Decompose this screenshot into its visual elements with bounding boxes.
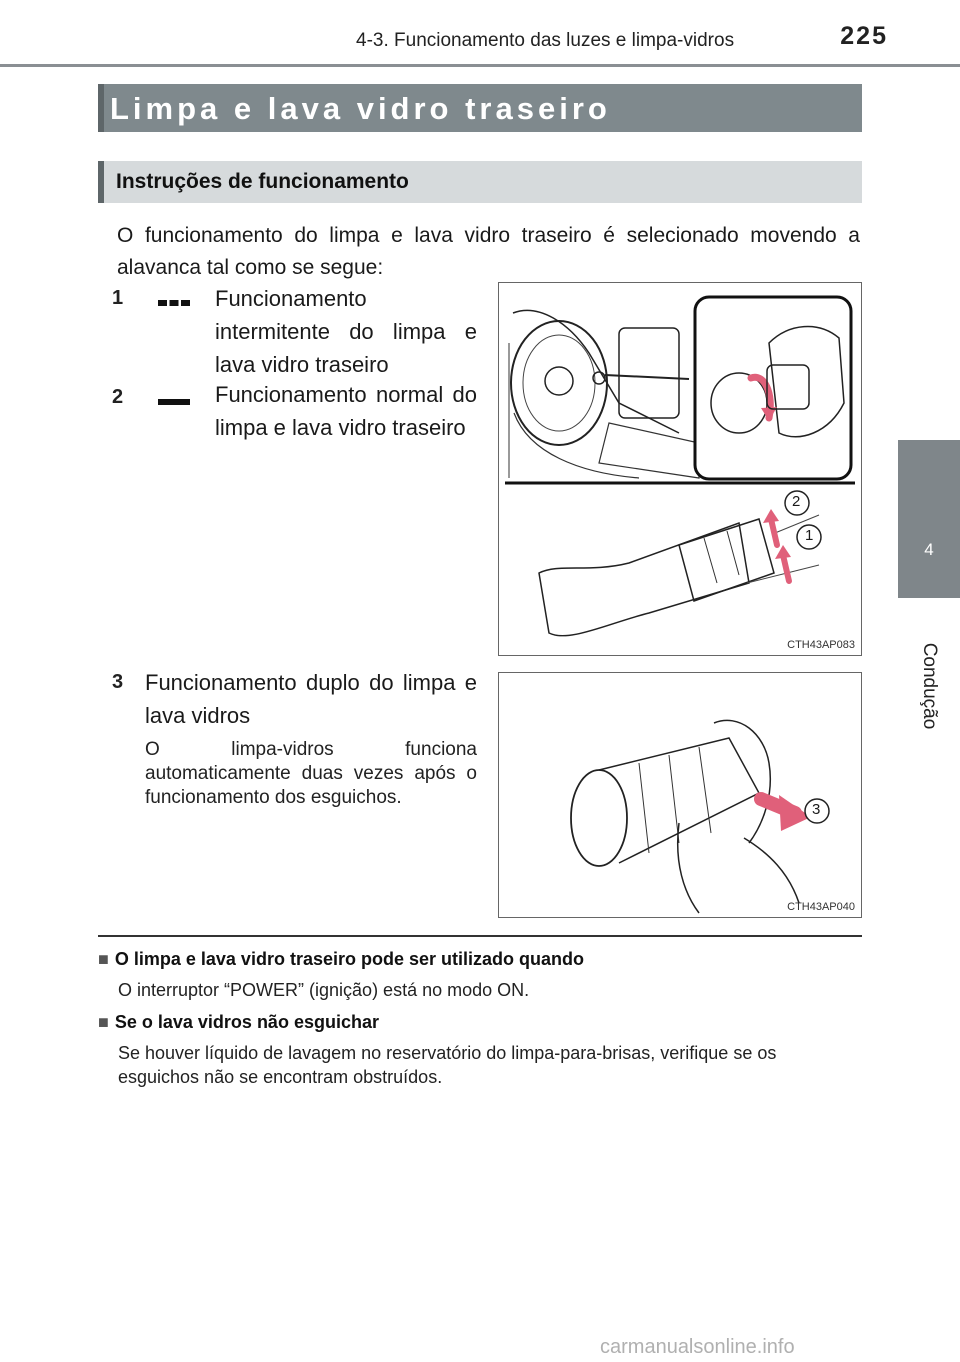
note-2-text: Se houver líquido de lavagem no reservatório do limpa-para-brisas, verifique se os esguichos não se encontram obstruídos.	[118, 1043, 777, 1087]
subsection-bar	[98, 161, 862, 203]
item-1-number: 1	[112, 287, 124, 309]
intermittent-dashes-icon	[158, 293, 190, 299]
callout-2: 2	[792, 493, 801, 510]
bullet-square-icon: ■	[98, 949, 109, 969]
note-2-heading-text: Se o lava vidros não esguichar	[114, 1012, 379, 1032]
callout-1: 1	[805, 527, 814, 544]
item-2-number: 2	[112, 386, 124, 408]
callout-3: 3	[812, 801, 821, 818]
item-3-subtext: O limpa-vidros funciona automaticamente duas vezes após o funcionamento dos esguichos.	[145, 739, 477, 808]
figure-2-code: CTH43AP040	[787, 901, 855, 913]
watermark: carmanualsonline.info	[600, 1336, 795, 1358]
item-3-number: 3	[112, 671, 124, 693]
item-2-text: Funcionamento normal do limpa e lava vidro traseiro	[215, 382, 477, 440]
chapter-tab	[898, 440, 960, 598]
figure-lever-hand	[498, 672, 862, 918]
note-1-heading	[98, 949, 584, 970]
chapter-label: Condução	[919, 642, 940, 730]
note-1-heading-text: O limpa e lava vidro traseiro pode ser utilizado quando	[114, 949, 584, 969]
solid-bar-icon	[158, 392, 190, 398]
figure-1-code: CTH43AP083	[787, 639, 855, 651]
page-number: 225	[840, 22, 888, 50]
item-1-text: Funcionamento intermitente do limpa e lava vidro traseiro	[215, 286, 477, 377]
chapter-number: 4	[924, 540, 934, 559]
subsection-title: Instruções de funcionamento	[116, 170, 409, 193]
figure-2-illustration	[499, 673, 861, 917]
figure-lever-dashboard	[498, 282, 862, 656]
intro-paragraph: O funcionamento do limpa e lava vidro traseiro é selecionado movendo a alavanca tal como se segue:	[117, 224, 860, 279]
note-1-text: O interruptor “POWER” (ignição) está no modo ON.	[118, 980, 530, 1000]
item-3-text: Funcionamento duplo do limpa e lava vidros	[145, 670, 477, 728]
section-title: Limpa e lava vidro traseiro	[110, 91, 611, 126]
bullet-square-icon: ■	[98, 1012, 109, 1032]
notes-separator	[98, 935, 862, 937]
note-2-heading	[98, 1012, 379, 1033]
section-title-bar	[98, 84, 862, 132]
figure-1-illustration	[499, 283, 861, 655]
chapter-label-box	[898, 598, 960, 774]
running-header: 4-3. Funcionamento das luzes e limpa-vidros	[356, 30, 735, 51]
header-rule	[0, 64, 960, 67]
